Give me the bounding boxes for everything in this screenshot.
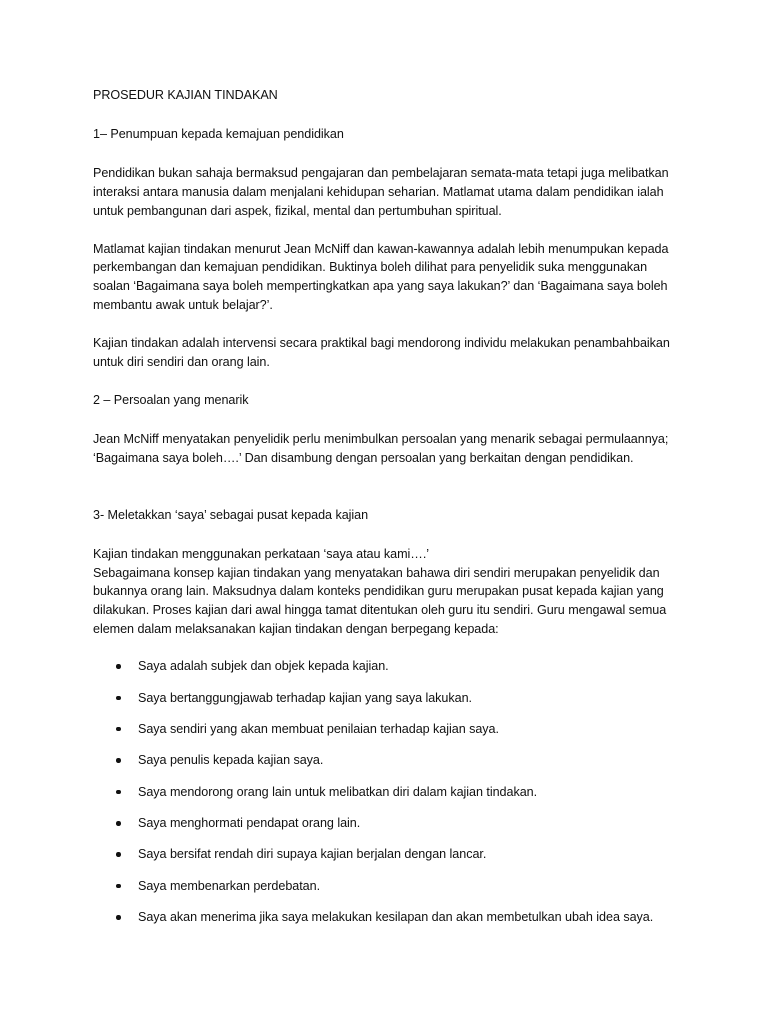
section-1-paragraph-1: Pendidikan bukan sahaja bermaksud pengajaran dan pembelajaran semata-mata tetapi juga melibatkan interaksi antara manusia dalam menjalani kehidupan seharian. Matlamat utama dalam pendidikan ialah untuk pembangunan dari aspek, fizikal, mental dan pertumbuhan spiritual. — [93, 165, 669, 218]
section-3-paragraph-2: Sebagaimana konsep kajian tindakan yang menyatakan bahawa diri sendiri merupakan penyelidik dan bukannya orang lain. Maksudnya dalam konteks pendidikan guru merupakan pusat kepada kajian yang dilakukan. Proses kajian dari awal hingga tamat ditentukan oleh guru itu sendiri. Guru mengawal semua elemen dalam melaksanakan kajian tindakan dengan berpegang kepada: — [93, 565, 667, 637]
section-1-paragraph-2: Matlamat kajian tindakan menurut Jean McNiff dan kawan-kawannya adalah lebih menumpukan kepada perkembangan dan kemajuan pendidikan. Buktinya boleh dilihat para penyelidik suka menggunakan soalan ‘Bagaimana saya boleh mempertingkatkan apa yang saya lakukan?’ dan ‘Bagaimana saya boleh membantu awak untuk belajar?’. — [93, 241, 669, 313]
list-item — [93, 783, 683, 802]
principles-list — [93, 657, 683, 927]
list-item-text: Saya sendiri yang akan membuat penilaian terhadap kajian saya. — [138, 721, 499, 736]
bullet-icon — [116, 696, 121, 701]
list-item — [93, 751, 683, 770]
bullet-icon — [116, 727, 121, 732]
list-item-text: Saya bertanggungjawab terhadap kajian yang saya lakukan. — [138, 690, 472, 705]
bullet-icon — [116, 852, 121, 857]
list-item — [93, 845, 683, 864]
section-3-heading: 3- Meletakkan ‘saya’ sebagai pusat kepada kajian — [93, 507, 369, 522]
bullet-icon — [116, 664, 121, 669]
list-item — [93, 720, 683, 739]
section-3-paragraph-1: Kajian tindakan menggunakan perkataan ‘saya atau kami….’ — [93, 546, 430, 561]
list-item — [93, 877, 683, 896]
list-item-text: Saya bersifat rendah diri supaya kajian berjalan dengan lancar. — [138, 847, 487, 862]
list-item-text: Saya mendorong orang lain untuk melibatkan diri dalam kajian tindakan. — [138, 784, 538, 799]
bullet-icon — [116, 790, 121, 795]
list-item-text: Saya akan menerima jika saya melakukan kesilapan dan akan membetulkan ubah idea saya. — [138, 910, 654, 925]
list-item — [93, 908, 683, 927]
section-1-heading: 1– Penumpuan kepada kemajuan pendidikan — [93, 126, 344, 141]
bullet-icon — [116, 821, 121, 826]
list-item-text: Saya adalah subjek dan objek kepada kajian. — [138, 659, 389, 674]
section-2-paragraph-1: Jean McNiff menyatakan penyelidik perlu menimbulkan persoalan yang menarik sebagai permulaannya; ‘Bagaimana saya boleh….’ Dan disambung dengan persoalan yang berkaitan dengan pendidikan. — [93, 431, 669, 465]
list-item-text: Saya penulis kepada kajian saya. — [138, 753, 324, 768]
bullet-icon — [116, 915, 121, 920]
list-item-text: Saya menghormati pendapat orang lain. — [138, 816, 361, 831]
document-title: PROSEDUR KAJIAN TINDAKAN — [93, 88, 278, 102]
list-item — [93, 689, 683, 708]
list-item-text: Saya membenarkan perdebatan. — [138, 878, 321, 893]
section-1-paragraph-3: Kajian tindakan adalah intervensi secara praktikal bagi mendorong individu melakukan penambahbaikan untuk diri sendiri dan orang lain. — [93, 336, 670, 370]
bullet-icon — [116, 758, 121, 763]
list-item — [93, 814, 683, 833]
document-page — [93, 86, 683, 940]
list-item — [93, 657, 683, 676]
bullet-icon — [116, 884, 121, 889]
section-2-heading: 2 – Persoalan yang menarik — [93, 392, 249, 407]
